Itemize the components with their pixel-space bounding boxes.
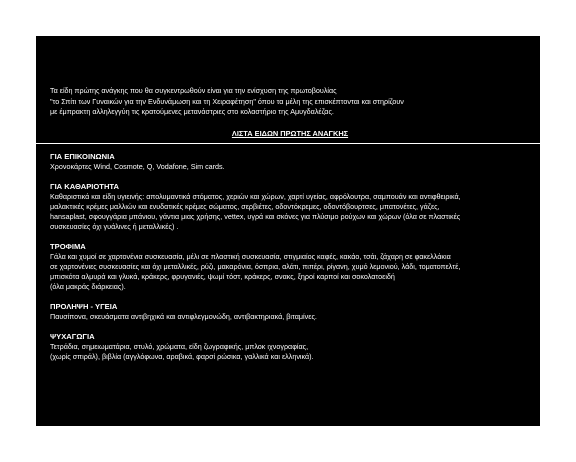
section-body: Καθαριστικά και είδη υγιεινής: απολυμαντικά στόματος, χεριών και χώρων, χαρτί υγείας, αφρόλουτρα, σαμπουάν και αντιφθειρικά, μαλακτικές κρέμες μαλλιών και ενυδατικές κρέμες σώματος, σερβιέτες, οδοντόκρεμες, οδοντόβουρτσες, μπατονέτες, γάζες, hansaplast, σφουγγάρια μπάνιου, γάντια μιας χρήσης, vettex, υγρά και σκόνες για πλύσιμο ρούχων και χώρων (όλα σε πλαστικές συσκευασίες όχι γυάλινες ή μεταλλικές) . — [50, 191, 461, 231]
flyer-panel — [36, 36, 540, 426]
section-cleanliness — [50, 182, 530, 232]
section-food — [50, 242, 530, 292]
section-title: ΨΥΧΑΓΩΓΙΑ — [50, 331, 95, 341]
section-title: ΓΙΑ ΕΠΙΚΟΙΝΩΝΙΑ — [50, 151, 115, 161]
section-health — [50, 302, 530, 322]
section-title: ΤΡΟΦΙΜΑ — [50, 241, 86, 251]
section-body: Τετράδια, σημειωματάρια, στυλό, χρώματα, είδη ζωγραφικής, μπλοκ ιχνογραφίας, (χωρίς σπιράλ), βιβλία (αγγλόφωνα, αραβικά, φαρσί ρώσικα, γαλλικά και ελληνικά). — [50, 341, 314, 361]
section-communication — [50, 152, 530, 172]
divider-line — [36, 143, 540, 144]
section-title: ΠΡΟΛΗΨΗ - ΥΓΕΙΑ — [50, 301, 118, 311]
list-title: ΛΙΣΤΑ ΕΙΔΩΝ ΠΡΩΤΗΣ ΑΝΑΓΚΗΣ — [231, 128, 349, 138]
section-body: Γάλα και χυμοί σε χαρτονένια συσκευασία, μέλι σε πλαστική συσκευασία, στιγμιαίος καφές, κακάο, τσάι, ζάχαρη σε φακελλάκια σε χαρτονένιες συσκευασίες και όχι μεταλλικές, ρύζι, μακαρόνια, όσπρια, αλάτι, πιπέρι, ρίγανη, χυμό λεμονιού, λάδι, τοματοπελτέ, μπισκότα αλμυρά και γλυκά, κράκερς, φρυγανιές, ψωμί τόστ, κράκερς, σνακς, ξηροί καρποί και σοκολατοειδή (όλα μακράς διάρκειας). — [50, 251, 461, 291]
section-body: Παυσίπονα, σκευάσματα αντιβηχικά και αντιφλεγμονώδη, αντιβακτηριακά, βιταμίνες. — [50, 311, 317, 321]
section-title: ΓΙΑ ΚΑΘΑΡΙΟΤΗΤΑ — [50, 181, 119, 191]
section-recreation — [50, 332, 530, 362]
intro-paragraph: Τα είδη πρώτης ανάγκης που θα συγκεντρωθούν είναι για την ενίσχυση της πρωτοβουλίας "το Σπίτι των Γυναικών για την Ενδυνάμωση και τη Χειραφέτηση" όπου τα μέλη της επισκέπτονται και στηρίζουν με έμπρακτη αλληλεγγύη τις κρατούμενες μετανάστριες στο κολαστήριο της Αμυγδαλέζας. — [50, 86, 404, 116]
section-body: Χρονοκάρτες Wind, Cosmote, Q, Vodafone, Sim cards. — [50, 161, 225, 171]
